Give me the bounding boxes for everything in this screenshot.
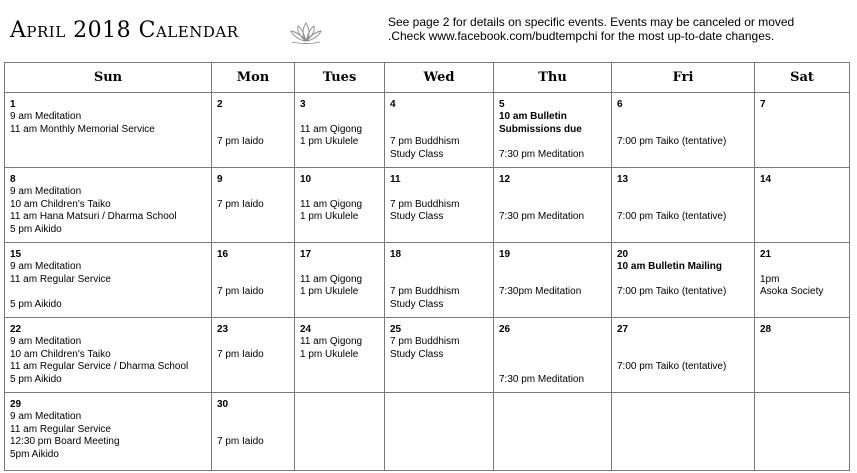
calendar-day-cell bbox=[212, 243, 295, 318]
event-line bbox=[499, 186, 607, 198]
day-number: 29 bbox=[10, 399, 22, 410]
calendar-week-row bbox=[5, 93, 850, 168]
event-line: 5 pm Aikido bbox=[10, 298, 62, 310]
event-line: 7:30 pm Meditation bbox=[499, 211, 585, 223]
event-line: 7 pm Iaido bbox=[217, 198, 264, 210]
event-line: 9 am Meditation bbox=[10, 411, 82, 423]
calendar-day-cell bbox=[494, 168, 612, 243]
event-line: 7 pm Iaido bbox=[217, 348, 264, 360]
day-number: 2 bbox=[217, 99, 223, 110]
event-line: 1pm bbox=[760, 273, 780, 285]
calendar-day-cell bbox=[295, 168, 385, 243]
event-line bbox=[499, 261, 607, 273]
event-line bbox=[499, 274, 607, 286]
event-line: 10 am Bulletin Mailing bbox=[617, 261, 723, 273]
calendar-title: April 2018 Calendar bbox=[10, 18, 239, 43]
event-line: Study Class bbox=[390, 348, 444, 360]
event-line: 11 am Qigong bbox=[300, 123, 363, 135]
event-line bbox=[217, 186, 290, 198]
calendar-day-cell bbox=[755, 393, 850, 471]
day-number: 9 bbox=[217, 174, 223, 185]
event-line: 7:30pm Meditation bbox=[499, 286, 582, 298]
event-line: 10 am Children's Taiko bbox=[10, 348, 111, 360]
calendar-week-row bbox=[5, 168, 850, 243]
calendar-day-cell bbox=[295, 318, 385, 393]
day-number: 12 bbox=[499, 174, 511, 185]
event-line bbox=[499, 136, 607, 148]
event-line: 11 am Qigong bbox=[300, 273, 363, 285]
day-number: 13 bbox=[617, 174, 629, 185]
event-line: 1 pm Ukulele bbox=[300, 286, 359, 298]
event-line: 7:00 pm Taiko (tentative) bbox=[617, 361, 727, 373]
event-line: 1 pm Ukulele bbox=[300, 348, 359, 360]
calendar-day-cell bbox=[612, 318, 755, 393]
day-number: 6 bbox=[617, 99, 623, 110]
day-number: 30 bbox=[217, 399, 229, 410]
calendar-week-row bbox=[5, 393, 850, 471]
event-line bbox=[499, 336, 607, 348]
event-line: 12:30 pm Board Meeting bbox=[10, 436, 120, 448]
calendar-day-cell bbox=[494, 393, 612, 471]
calendar-grid bbox=[4, 62, 850, 471]
weekday-header: Mon bbox=[212, 63, 295, 93]
calendar-week-row bbox=[5, 243, 850, 318]
event-line: 10 am Bulletin bbox=[499, 111, 567, 123]
event-line: Study Class bbox=[390, 148, 444, 160]
event-line bbox=[617, 111, 750, 123]
day-number: 22 bbox=[10, 324, 22, 335]
calendar-day-cell bbox=[212, 318, 295, 393]
notice-line-2: .Check www.facebook.com/budtempchi for the most up-to-date changes. bbox=[388, 29, 775, 43]
event-line: 5 pm Aikido bbox=[10, 223, 62, 235]
event-line: 7:00 pm Taiko (tentative) bbox=[617, 286, 727, 298]
event-line: 7:30 pm Meditation bbox=[499, 373, 585, 385]
day-number: 28 bbox=[760, 324, 772, 335]
weekday-header: Sun bbox=[5, 63, 212, 93]
calendar-day-cell bbox=[612, 393, 755, 471]
event-line: 7:00 pm Taiko (tentative) bbox=[617, 136, 727, 148]
calendar-day-cell bbox=[5, 93, 212, 168]
calendar-day-cell bbox=[295, 93, 385, 168]
event-line bbox=[390, 124, 489, 136]
event-line: 7:30 pm Meditation bbox=[499, 148, 585, 160]
weekday-header: Sat bbox=[755, 63, 850, 93]
event-line: 7 pm Buddhism bbox=[390, 336, 460, 348]
calendar-body bbox=[5, 93, 850, 471]
event-line: Submissions due bbox=[499, 123, 582, 135]
weekday-header: Fri bbox=[612, 63, 755, 93]
event-line bbox=[217, 424, 290, 436]
event-line: 11 am Qigong bbox=[300, 198, 363, 210]
event-line: 1 pm Ukulele bbox=[300, 211, 359, 223]
event-line bbox=[390, 186, 489, 198]
calendar-day-cell bbox=[612, 243, 755, 318]
calendar-day-cell bbox=[385, 393, 494, 471]
calendar-day-cell bbox=[212, 93, 295, 168]
calendar-day-cell bbox=[295, 243, 385, 318]
day-number: 16 bbox=[217, 249, 229, 260]
event-line bbox=[617, 349, 750, 361]
calendar-day-cell bbox=[755, 93, 850, 168]
day-number: 21 bbox=[760, 249, 772, 260]
event-line: 7 pm Buddhism bbox=[390, 198, 460, 210]
event-line: 11 am Regular Service bbox=[10, 273, 111, 285]
weekday-header: Thu bbox=[494, 63, 612, 93]
event-line: 7 pm Iaido bbox=[217, 136, 264, 148]
event-line bbox=[617, 199, 750, 211]
notice-text bbox=[388, 15, 848, 43]
calendar-day-cell bbox=[494, 243, 612, 318]
day-number: 11 bbox=[390, 174, 401, 185]
calendar-day-cell bbox=[755, 243, 850, 318]
day-number: 5 bbox=[499, 99, 505, 110]
calendar-day-cell bbox=[5, 318, 212, 393]
event-line bbox=[300, 261, 380, 273]
day-number: 3 bbox=[300, 99, 306, 110]
event-line: Study Class bbox=[390, 211, 444, 223]
event-line bbox=[390, 274, 489, 286]
calendar-day-cell bbox=[755, 318, 850, 393]
day-number: 24 bbox=[300, 324, 312, 335]
calendar-day-cell bbox=[385, 93, 494, 168]
event-line bbox=[300, 186, 380, 198]
calendar-day-cell bbox=[5, 243, 212, 318]
event-line bbox=[760, 261, 845, 273]
event-line: 11 am Hana Matsuri / Dharma School bbox=[10, 211, 177, 223]
event-line: 11 am Regular Service / Dharma School bbox=[10, 361, 189, 373]
event-line bbox=[499, 199, 607, 211]
event-line bbox=[617, 274, 750, 286]
event-line: 9 am Meditation bbox=[10, 261, 82, 273]
calendar-day-cell bbox=[612, 93, 755, 168]
event-line: 10 am Children's Taiko bbox=[10, 198, 111, 210]
event-line: 5 pm Aikido bbox=[10, 373, 62, 385]
day-number: 23 bbox=[217, 324, 229, 335]
event-line bbox=[217, 111, 290, 123]
event-line: 7 pm Buddhism bbox=[390, 136, 460, 148]
lotus-icon bbox=[288, 20, 324, 46]
weekday-header: Wed bbox=[385, 63, 494, 93]
event-line: 7 pm Iaido bbox=[217, 436, 264, 448]
day-number: 8 bbox=[10, 174, 16, 185]
calendar-day-cell bbox=[5, 168, 212, 243]
event-line bbox=[217, 261, 290, 273]
day-number: 19 bbox=[499, 249, 511, 260]
event-line: 5pm Aikido bbox=[10, 448, 59, 460]
calendar-day-cell bbox=[5, 393, 212, 471]
day-number: 20 bbox=[617, 249, 629, 260]
event-line bbox=[617, 186, 750, 198]
day-number: 26 bbox=[499, 324, 511, 335]
event-line: 11 am Monthly Memorial Service bbox=[10, 123, 155, 135]
calendar-day-cell bbox=[295, 393, 385, 471]
event-line: 11 am Qigong bbox=[300, 336, 363, 348]
event-line: 7 pm Buddhism bbox=[390, 286, 460, 298]
weekday-header: Tues bbox=[295, 63, 385, 93]
calendar-day-cell bbox=[755, 168, 850, 243]
day-number: 25 bbox=[390, 324, 402, 335]
event-line bbox=[617, 124, 750, 136]
calendar-day-cell bbox=[385, 243, 494, 318]
event-line: 7 pm Iaido bbox=[217, 286, 264, 298]
calendar-day-cell bbox=[385, 168, 494, 243]
event-line: Study Class bbox=[390, 298, 444, 310]
event-line bbox=[10, 286, 207, 298]
calendar-day-cell bbox=[494, 318, 612, 393]
weekday-header-row bbox=[5, 63, 850, 93]
day-number: 1 bbox=[10, 99, 16, 110]
calendar-day-cell bbox=[212, 393, 295, 471]
day-number: 18 bbox=[390, 249, 402, 260]
calendar-day-cell bbox=[385, 318, 494, 393]
event-line: 9 am Meditation bbox=[10, 336, 82, 348]
calendar-day-cell bbox=[494, 93, 612, 168]
calendar-day-cell bbox=[212, 168, 295, 243]
calendar-week-row bbox=[5, 318, 850, 393]
calendar-day-cell bbox=[612, 168, 755, 243]
day-number: 27 bbox=[617, 324, 629, 335]
day-number: 17 bbox=[300, 249, 312, 260]
event-line bbox=[217, 411, 290, 423]
event-line: 1 pm Ukulele bbox=[300, 136, 359, 148]
event-line: 7:00 pm Taiko (tentative) bbox=[617, 211, 727, 223]
day-number: 7 bbox=[760, 99, 766, 110]
event-line: 11 am Regular Service bbox=[10, 423, 111, 435]
event-line bbox=[217, 336, 290, 348]
event-line: Asoka Society bbox=[760, 286, 824, 298]
event-line: 9 am Meditation bbox=[10, 111, 82, 123]
day-number: 15 bbox=[10, 249, 22, 260]
day-number: 10 bbox=[300, 174, 312, 185]
event-line bbox=[390, 111, 489, 123]
event-line bbox=[217, 274, 290, 286]
notice-line-1: See page 2 for details on specific events. Events may be canceled or moved bbox=[388, 15, 795, 29]
event-line: 9 am Meditation bbox=[10, 186, 82, 198]
event-line bbox=[499, 349, 607, 361]
event-line bbox=[617, 336, 750, 348]
day-number: 14 bbox=[760, 174, 772, 185]
event-line bbox=[300, 111, 380, 123]
day-number: 4 bbox=[390, 99, 396, 110]
event-line bbox=[390, 261, 489, 273]
event-line bbox=[217, 124, 290, 136]
event-line bbox=[499, 361, 607, 373]
